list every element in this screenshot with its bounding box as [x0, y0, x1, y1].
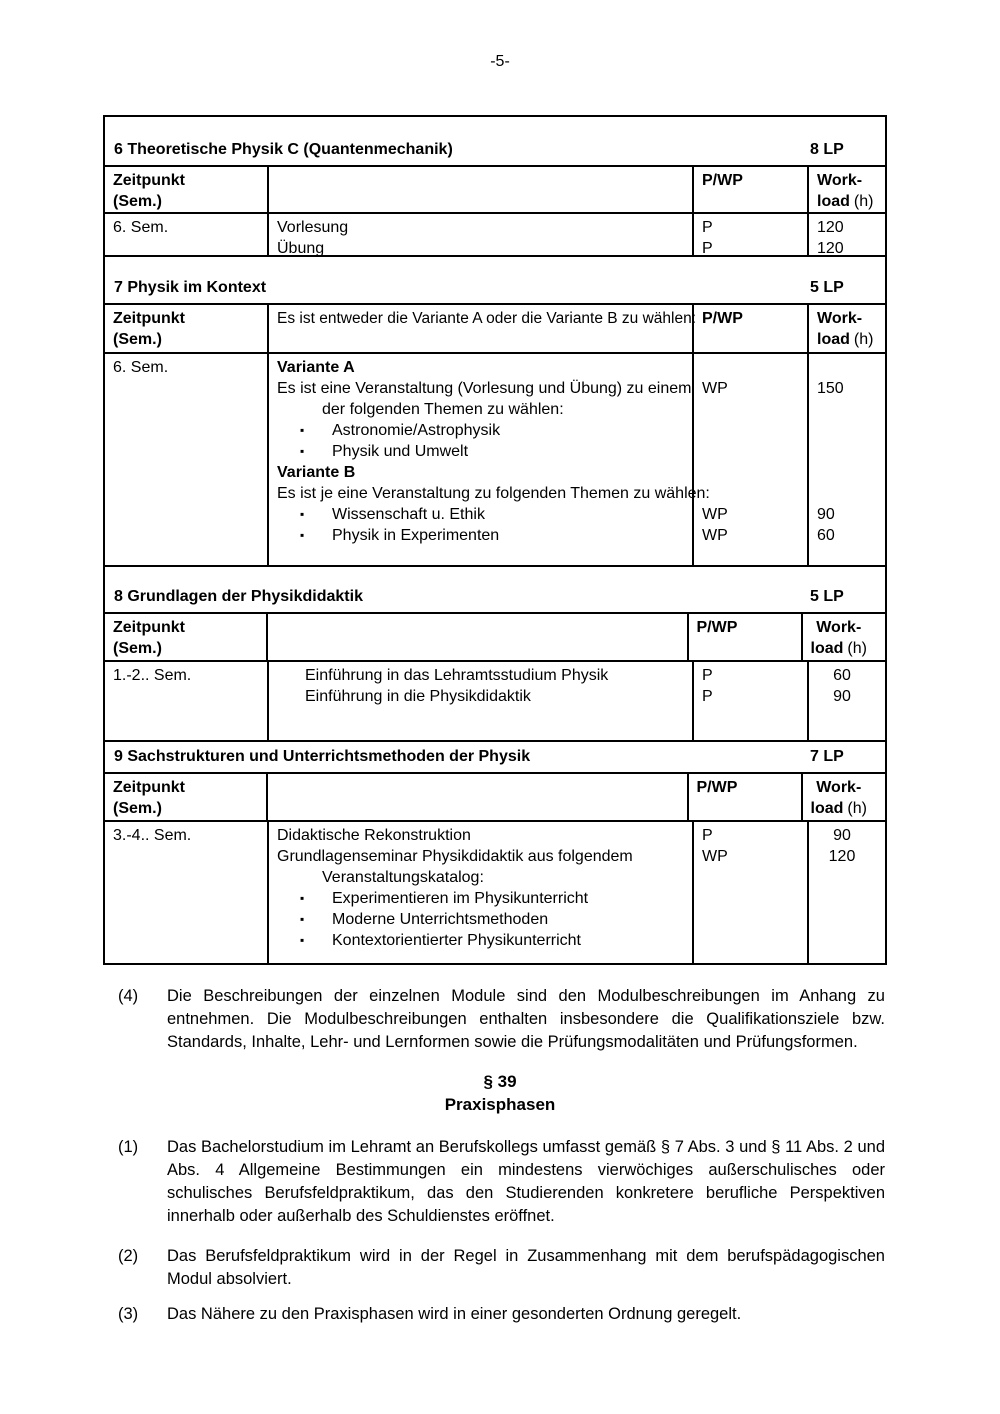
column-header-pwp: P/WP — [687, 614, 801, 660]
column-header-pwp: P/WP — [692, 305, 807, 352]
paragraph-text: Das Berufsfeldpraktikum wird in der Regel in Zusammenhang mit dem berufspädagogischen Modul absolviert. — [167, 1247, 885, 1288]
bullet-icon — [300, 911, 332, 928]
section-title: Praxisphasen — [444, 1095, 556, 1114]
module-title-row — [105, 567, 885, 612]
module-tables — [103, 115, 887, 965]
table-body-row — [105, 352, 885, 565]
section-number: § 39 — [483, 1072, 517, 1091]
module-table-9 — [105, 740, 885, 963]
course-line: Es ist je eine Veranstaltung zu folgenden Themen zu wählen: — [277, 485, 710, 502]
module-credits: 5 LP — [810, 279, 844, 296]
paragraph-number: (2) — [118, 1247, 139, 1265]
workload-cell: 150 90 60 — [807, 354, 885, 565]
column-header-zeitpunkt: Zeitpunkt (Sem.) — [113, 779, 185, 817]
table-body-row — [105, 660, 885, 740]
course-list-cell — [267, 214, 692, 255]
module-credits: 8 LP — [810, 141, 844, 158]
semester-cell: 1.-2.. Sem. — [113, 667, 192, 684]
course-line: Experimentieren im Physikunterricht — [332, 890, 589, 907]
bullet-icon — [300, 506, 332, 523]
module-credits: 5 LP — [810, 588, 844, 605]
variant-note: Es ist entweder die Variante A oder die Variante B zu wählen: — [267, 305, 692, 352]
semester-cell: 6. Sem. — [113, 359, 169, 376]
course-line: Grundlagenseminar Physikdidaktik aus folgendem — [277, 848, 633, 865]
paragraph-text: Das Nähere zu den Praxisphasen wird in einer gesonderten Ordnung geregelt. — [167, 1305, 742, 1323]
paragraph-text: Die Beschreibungen der einzelnen Module sind den Modulbeschreibungen im Anhang zu entnehmen. Die Modulbeschreibungen enthalten insbesondere die Qualifikationsziele bzw. Standards, Inhalte, Lehr- und Lernformen sowie die Prüfungsmodalitäten und Prüfungsformen. — [167, 987, 885, 1051]
column-header-empty — [267, 167, 692, 212]
semester-cell: 6. Sem. — [113, 219, 169, 236]
column-header-workload: Work- load (h) — [807, 305, 885, 352]
column-header-zeitpunkt: Zeitpunkt (Sem.) — [113, 172, 185, 210]
column-header-pwp: P/WP — [687, 774, 801, 820]
bullet-icon — [300, 443, 332, 460]
module-table-6 — [105, 117, 885, 255]
column-header-workload: Work- load (h) — [801, 614, 885, 660]
module-table-7 — [105, 255, 885, 565]
table-header-row — [105, 772, 885, 820]
module-title: 8 Grundlagen der Physikdidaktik — [114, 588, 363, 605]
course-line: der folgenden Themen zu wählen: — [322, 401, 564, 418]
workload-cell: 60 90 — [807, 662, 885, 740]
section-heading — [0, 1070, 1000, 1116]
course-line: Physik in Experimenten — [332, 527, 500, 544]
paragraph-number: (1) — [118, 1138, 139, 1156]
pwp-cell: P WP — [692, 822, 807, 963]
bullet-icon — [300, 422, 332, 439]
table-header-row — [105, 303, 885, 352]
course-line: Es ist eine Veranstaltung (Vorlesung und Übung) zu einem — [277, 380, 692, 397]
paragraph-2 — [118, 1245, 886, 1291]
table-header-row — [105, 165, 885, 212]
variant-a-heading: Variante A — [277, 359, 355, 376]
course-line: Moderne Unterrichtsmethoden — [332, 911, 549, 928]
course-line: Astronomie/Astrophysik — [332, 422, 501, 439]
pwp-cell: WP WP WP — [692, 354, 807, 565]
paragraph-text: Das Bachelorstudium im Lehramt an Berufskollegs umfasst gemäß § 7 Abs. 3 und § 11 Abs. 2 und Abs. 4 Allgemeine Bestimmungen ein mindestens vierwöchiges außerschulisches oder schulisches Berufsfeldpraktikum, das den Studierenden konkretere berufliche Perspektiven innerhalb oder außerhalb des Schuldienstes eröffnet. — [167, 1138, 885, 1225]
paragraph-number: (4) — [118, 987, 139, 1005]
column-header-empty — [266, 774, 687, 820]
course-list-cell — [267, 662, 692, 740]
module-title-row — [105, 117, 885, 165]
module-table-8 — [105, 565, 885, 740]
module-title: 7 Physik im Kontext — [114, 279, 267, 296]
column-header-pwp: P/WP — [692, 167, 807, 212]
table-body-row — [105, 212, 885, 255]
course-line: Physik und Umwelt — [332, 443, 469, 460]
column-header-empty — [266, 614, 687, 660]
workload-cell: 90 120 — [807, 822, 885, 963]
column-header-zeitpunkt: Zeitpunkt (Sem.) — [113, 310, 185, 348]
course-line: Kontextorientierter Physikunterricht — [332, 932, 581, 949]
bullet-icon — [300, 890, 332, 907]
pwp-cell: P P — [692, 662, 807, 740]
pwp-cell: P P — [692, 214, 807, 255]
course-line: Einführung in die Physikdidaktik — [305, 688, 531, 705]
paragraph-number: (3) — [118, 1305, 139, 1323]
workload-cell: 120 120 — [807, 214, 885, 255]
column-header-workload: Work- load (h) — [801, 774, 885, 820]
course-line: Übung — [277, 240, 325, 257]
course-list-cell — [267, 822, 692, 963]
course-line: Einführung in das Lehramtsstudium Physik — [305, 667, 609, 684]
course-line: Veranstaltungskatalog: — [322, 869, 484, 886]
paragraph-1 — [118, 1136, 886, 1228]
bullet-icon — [300, 527, 332, 544]
column-header-workload: Work- load (h) — [807, 167, 885, 212]
bullet-icon — [300, 932, 332, 949]
module-credits: 7 LP — [810, 748, 844, 765]
course-list-cell — [267, 354, 710, 565]
course-line: Didaktische Rekonstruktion — [277, 827, 471, 844]
table-header-row — [105, 612, 885, 660]
module-title: 6 Theoretische Physik C (Quantenmechanik) — [114, 141, 453, 158]
paragraph-3 — [118, 1303, 886, 1326]
column-header-zeitpunkt: Zeitpunkt (Sem.) — [113, 619, 185, 657]
course-line: Vorlesung — [277, 219, 349, 236]
variant-b-heading: Variante B — [277, 464, 356, 481]
paragraph-4 — [118, 985, 886, 1054]
module-title: 9 Sachstrukturen und Unterrichtsmethoden der Physik — [114, 748, 531, 765]
page-number: -5- — [490, 53, 510, 70]
table-body-row — [105, 820, 885, 963]
semester-cell: 3.-4.. Sem. — [113, 827, 192, 844]
module-title-row — [105, 742, 885, 772]
module-title-row — [105, 257, 885, 303]
course-line: Wissenschaft u. Ethik — [332, 506, 485, 523]
